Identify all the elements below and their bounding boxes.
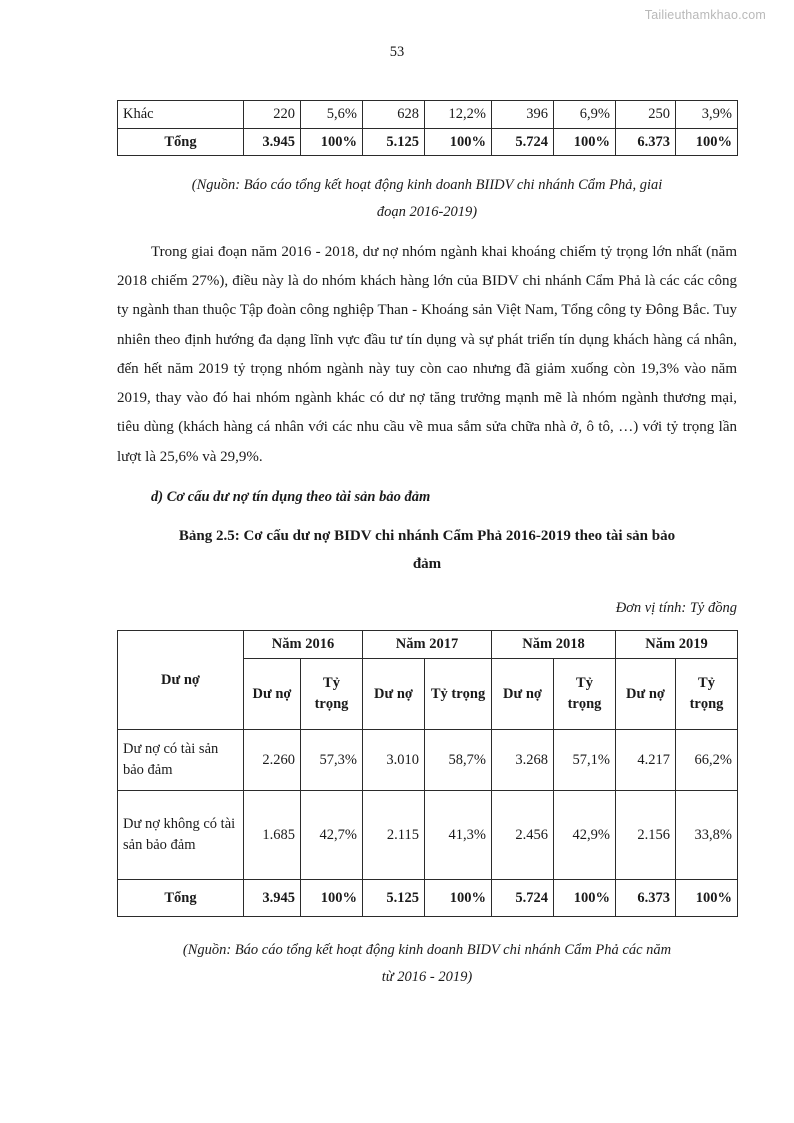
cell-value: 3,9% — [676, 101, 738, 129]
cell-value: 6.373 — [616, 128, 676, 156]
header-share: Tỷ trọng — [554, 658, 616, 729]
cell-value: 33,8% — [676, 790, 738, 879]
cell-value: 5.724 — [492, 879, 554, 916]
cell-value: 2.260 — [244, 729, 301, 790]
cell-value: 58,7% — [425, 729, 492, 790]
cell-value: 3.945 — [244, 128, 301, 156]
row-label: Tổng — [118, 128, 244, 156]
cell-value: 100% — [425, 128, 492, 156]
cell-value: 250 — [616, 101, 676, 129]
cell-value: 12,2% — [425, 101, 492, 129]
cell-value: 100% — [554, 128, 616, 156]
header-year: Năm 2019 — [616, 631, 738, 659]
cell-value: 5.724 — [492, 128, 554, 156]
header-amount: Dư nợ — [616, 658, 676, 729]
cell-value: 2.456 — [492, 790, 554, 879]
table-fragment-continued — [117, 100, 738, 156]
header-year: Năm 2018 — [492, 631, 616, 659]
header-amount: Dư nợ — [492, 658, 554, 729]
page-content — [117, 100, 737, 991]
cell-value: 100% — [676, 128, 738, 156]
table-row — [118, 790, 738, 879]
cell-value: 41,3% — [425, 790, 492, 879]
table-row — [118, 101, 738, 129]
cell-value: 66,2% — [676, 729, 738, 790]
cell-value: 100% — [301, 879, 363, 916]
cell-value: 57,3% — [301, 729, 363, 790]
cell-value: 100% — [554, 879, 616, 916]
cell-value: 6.373 — [616, 879, 676, 916]
table-source-caption-bottom — [117, 937, 737, 991]
header-corner-label: Dư nợ — [118, 631, 244, 730]
row-label: Dư nợ không có tài sản bảo đảm — [118, 790, 244, 879]
caption-line: (Nguồn: Báo cáo tổng kết hoạt động kinh doanh BIDV chi nhánh Cẩm Phả các năm — [182, 941, 672, 958]
cell-value: 3.010 — [363, 729, 425, 790]
table-title-line: đảm — [412, 556, 442, 573]
cell-value: 3.945 — [244, 879, 301, 916]
table-row-total — [118, 128, 738, 156]
row-label: Tổng — [118, 879, 244, 916]
header-share: Tỷ trọng — [676, 658, 738, 729]
row-label: Khác — [118, 101, 244, 129]
page-number: 53 — [389, 44, 405, 60]
header-amount: Dư nợ — [363, 658, 425, 729]
cell-value: 42,7% — [301, 790, 363, 879]
cell-value: 5,6% — [301, 101, 363, 129]
caption-line: từ 2016 - 2019) — [381, 968, 473, 985]
header-amount: Dư nợ — [244, 658, 301, 729]
table-debt-by-collateral — [117, 630, 738, 917]
header-share: Tỷ trọng — [425, 658, 492, 729]
header-share: Tỷ trọng — [301, 658, 363, 729]
header-year: Năm 2016 — [244, 631, 363, 659]
table-source-caption-top — [117, 172, 737, 226]
cell-value: 4.217 — [616, 729, 676, 790]
header-year: Năm 2017 — [363, 631, 492, 659]
body-paragraph: Trong giai đoạn năm 2016 - 2018, dư nợ nhóm ngành khai khoáng chiếm tỷ trọng lớn nhất (năm 2018 chiếm 27%), điều này là do nhóm khách hàng lớn của BIDV chi nhánh Cẩm Phả là các các công ty ngành than thuộc Tập đoàn công nghiệp Than - Khoáng sản Việt Nam, Tổng công ty Đông Bắc. Tuy nhiên theo định hướng đa dạng lĩnh vực đầu tư tín dụng và sự phát triển tín dụng khách hàng cá nhân, đến hết năm 2019 tỷ trọng nhóm ngành này tuy còn cao nhưng đã giảm xuống còn 19,3% vào năm 2019, thay vào đó hai nhóm ngành khác có dư nợ tăng trưởng mạnh mẽ là nhóm ngành thương mại, tiêu dùng (khách hàng cá nhân với các nhu cầu về mua sắm sửa chữa nhà ở, ô tô, …) với tỷ trọng lần lượt là 25,6% và 29,9%. — [117, 243, 737, 465]
cell-value: 5.125 — [363, 879, 425, 916]
cell-value: 396 — [492, 101, 554, 129]
cell-value: 100% — [301, 128, 363, 156]
cell-value: 2.156 — [616, 790, 676, 879]
unit-of-measure-label: Đơn vị tính: Tỷ đồng — [615, 599, 737, 616]
watermark-label: Tailieuthamkhao.com — [644, 8, 766, 22]
table-header-row-years — [118, 631, 738, 659]
cell-value: 100% — [676, 879, 738, 916]
table-row-total — [118, 879, 738, 916]
cell-value: 42,9% — [554, 790, 616, 879]
cell-value: 6,9% — [554, 101, 616, 129]
cell-value: 1.685 — [244, 790, 301, 879]
cell-value: 100% — [425, 879, 492, 916]
section-subheading: d) Cơ cấu dư nợ tín dụng theo tài sản bảo đảm — [151, 488, 431, 505]
cell-value: 5.125 — [363, 128, 425, 156]
cell-value: 628 — [363, 101, 425, 129]
caption-line: đoạn 2016-2019) — [376, 203, 478, 220]
table-row — [118, 729, 738, 790]
cell-value: 220 — [244, 101, 301, 129]
table-title — [117, 523, 737, 579]
row-label: Dư nợ có tài sản bảo đảm — [118, 729, 244, 790]
cell-value: 2.115 — [363, 790, 425, 879]
cell-value: 57,1% — [554, 729, 616, 790]
caption-line: (Nguồn: Báo cáo tổng kết hoạt động kinh doanh BIIDV chi nhánh Cẩm Phả, giai — [191, 177, 663, 194]
table-title-line: Bảng 2.5: Cơ cấu dư nợ BIDV chi nhánh Cẩm Phả 2016-2019 theo tài sản bảo — [178, 528, 676, 545]
cell-value: 3.268 — [492, 729, 554, 790]
